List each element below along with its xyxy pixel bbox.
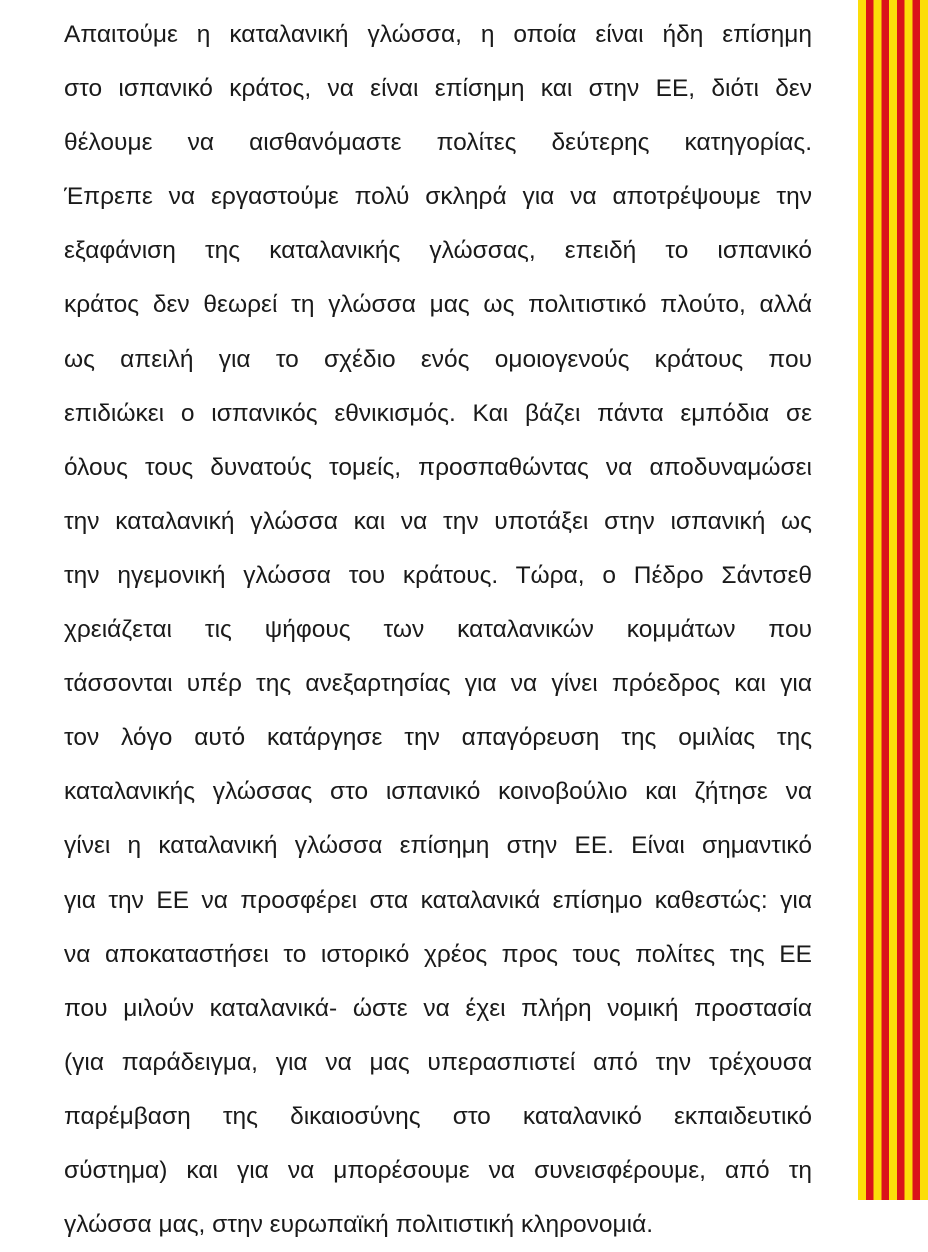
text-line: την ηγεμονική γλώσσα του κράτους. Τώρα, ο Πέδρο Σάντσεθ — [64, 561, 812, 589]
text-line: που μιλούν καταλανικά- ώστε να έχει πλήρη νομική προστασία — [64, 994, 812, 1022]
text-line: να αποκαταστήσει το ιστορικό χρέος προς τους πολίτες της ΕΕ — [64, 940, 812, 968]
text-line: σύστημα) και για να μπορέσουμε να συνεισφέρουμε, από τη — [64, 1156, 812, 1184]
text-line: θέλουμε να αισθανόμαστε πολίτες δεύτερης κατηγορίας. — [64, 129, 812, 157]
body-text — [64, 8, 812, 1252]
text-line: χρειάζεται τις ψήφους των καταλανικών κομμάτων που — [64, 616, 812, 644]
text-line: τον λόγο αυτό κατάργησε την απαγόρευση της ομιλίας της — [64, 724, 812, 752]
text-line: κράτος δεν θεωρεί τη γλώσσα μας ως πολιτιστικό πλούτο, αλλά — [64, 291, 812, 319]
text-line: Απαιτούμε η καταλανική γλώσσα, η οποία είναι ήδη επίσημη — [64, 21, 812, 48]
text-line: την καταλανική γλώσσα και να την υποτάξει στην ισπανική ως — [64, 507, 812, 535]
text-line: επιδιώκει ο ισπανικός εθνικισμός. Και βάζει πάντα εμπόδια σε — [64, 399, 812, 427]
text-line: παρέμβαση της δικαιοσύνης στο καταλανικό εκπαιδευτικό — [64, 1102, 812, 1130]
text-line: καταλανικής γλώσσας στο ισπανικό κοινοβούλιο και ζήτησε να — [64, 778, 812, 806]
text-line: για την ΕΕ να προσφέρει στα καταλανικά επίσημο καθεστώς: για — [64, 886, 812, 914]
text-line: γίνει η καταλανική γλώσσα επίσημη στην ΕΕ. Είναι σημαντικό — [64, 832, 812, 860]
text-line: όλους τους δυνατούς τομείς, προσπαθώντας να αποδυναμώσει — [64, 453, 812, 481]
text-line: γλώσσα μας, στην ευρωπαϊκή πολιτιστική κληρονομιά. — [64, 1211, 654, 1239]
text-line: Έπρεπε να εργαστούμε πολύ σκληρά για να αποτρέψουμε την — [64, 183, 812, 211]
text-line: εξαφάνιση της καταλανικής γλώσσας, επειδή το ισπανικό — [64, 237, 812, 265]
text-line: (για παράδειγμα, για να μας υπερασπιστεί από την τρέχουσα — [64, 1048, 812, 1076]
catalan-flag-stripes — [858, 0, 928, 1200]
text-line: τάσσονται υπέρ της ανεξαρτησίας για να γίνει πρόεδρος και για — [64, 670, 812, 698]
text-line: ως απειλή για το σχέδιο ενός ομοιογενούς κράτους που — [64, 345, 812, 373]
text-line: στο ισπανικό κράτος, να είναι επίσημη και στην ΕΕ, διότι δεν — [64, 75, 812, 103]
